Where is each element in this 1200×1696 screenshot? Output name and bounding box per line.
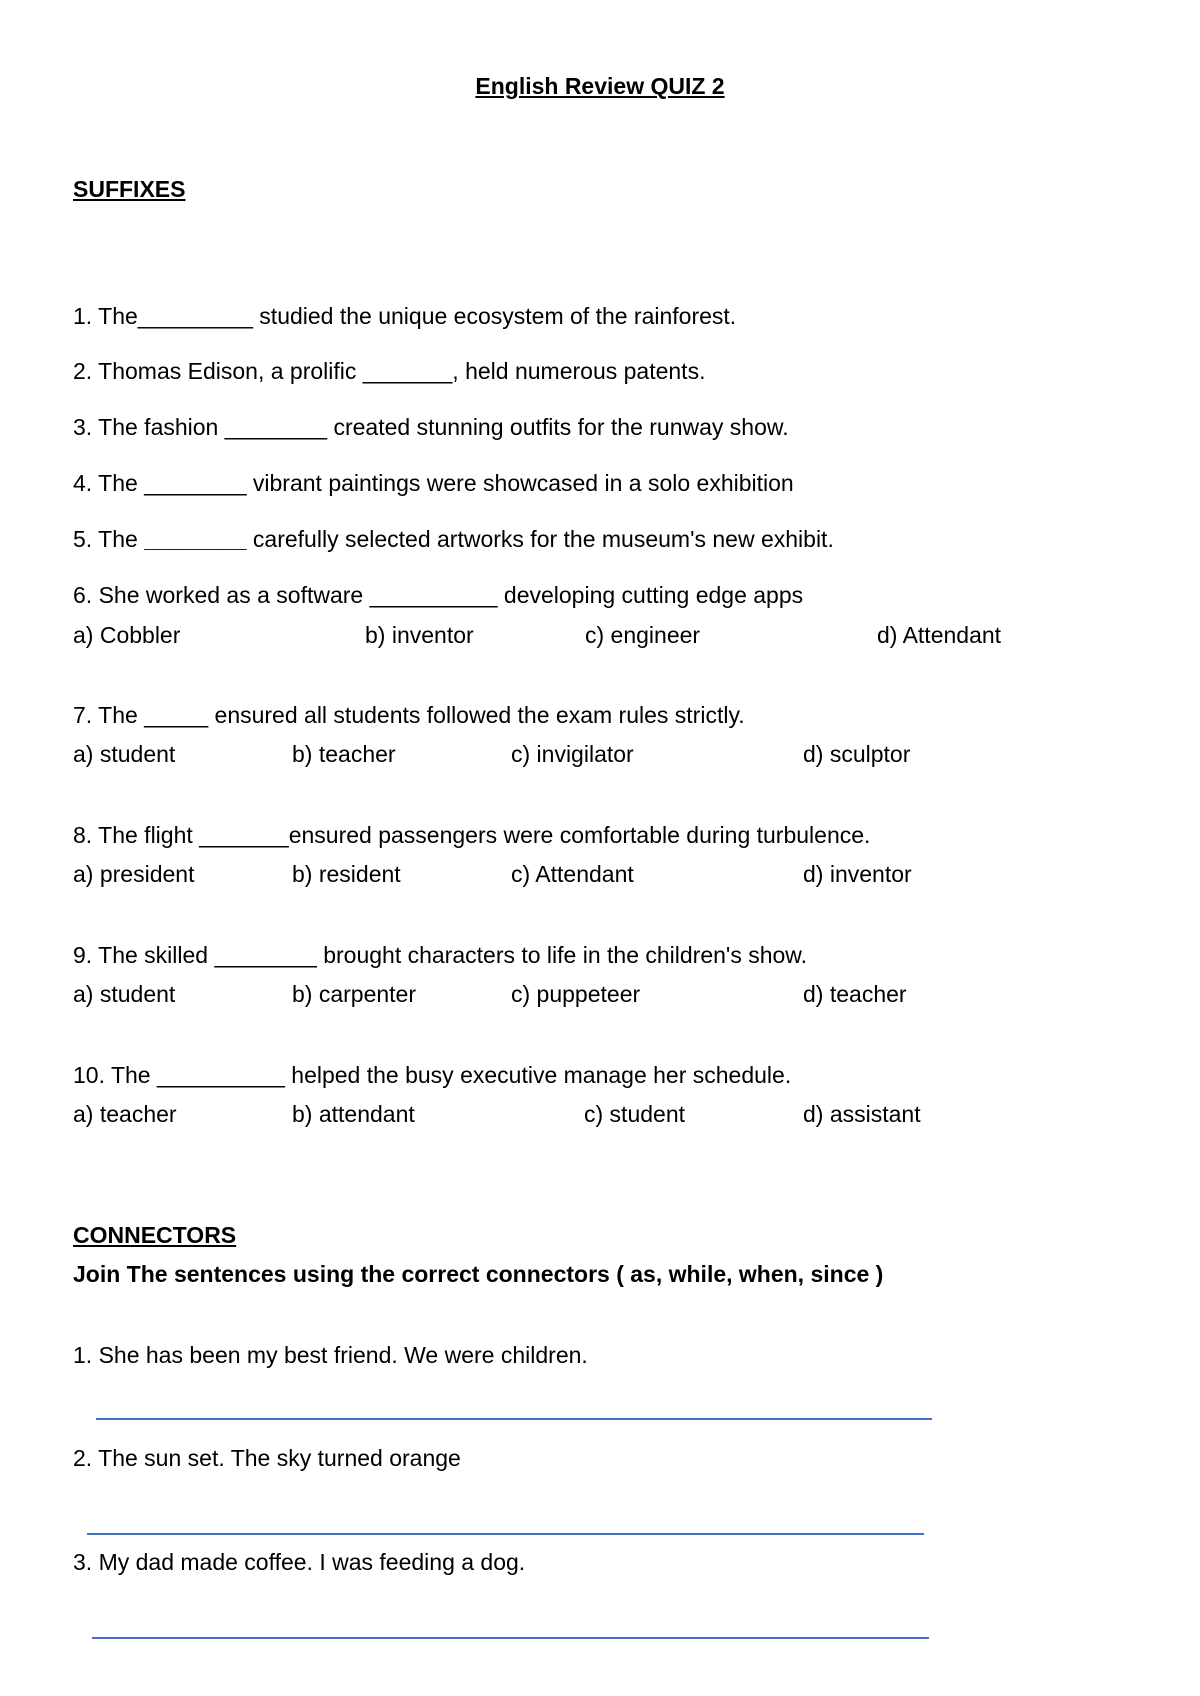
connectors-instruction: Join The sentences using the correct connectors ( as, while, when, since ) bbox=[73, 1261, 884, 1287]
option-q6-a: a) Cobbler bbox=[73, 622, 181, 648]
connector-item-1: 1. She has been my best friend. We were children. bbox=[73, 1342, 588, 1368]
option-q6-c: c) engineer bbox=[585, 622, 701, 648]
question-4: 4. The ________ vibrant paintings were showcased in a solo exhibition bbox=[73, 470, 794, 496]
option-q6-b: b) inventor bbox=[365, 622, 474, 648]
option-q9-d: d) teacher bbox=[803, 981, 907, 1007]
answer-line-1[interactable] bbox=[96, 1418, 932, 1420]
option-q10-d: d) assistant bbox=[803, 1101, 921, 1127]
connector-item-3: 3. My dad made coffee. I was feeding a dog. bbox=[73, 1549, 526, 1575]
option-q7-d: d) sculptor bbox=[803, 741, 911, 767]
question-1: 1. The_________ studied the unique ecosystem of the rainforest. bbox=[73, 303, 737, 329]
question-3: 3. The fashion ________ created stunning outfits for the runway show. bbox=[73, 414, 789, 440]
option-q8-d: d) inventor bbox=[803, 861, 912, 887]
option-q8-c: c) Attendant bbox=[511, 861, 634, 887]
question-7: 7. The _____ ensured all students followed the exam rules strictly. bbox=[73, 702, 745, 728]
option-q8-a: a) president bbox=[73, 861, 195, 887]
question-8: 8. The flight _______ensured passengers were comfortable during turbulence. bbox=[73, 822, 871, 848]
answer-line-2[interactable] bbox=[87, 1533, 924, 1535]
question-9: 9. The skilled ________ brought characters to life in the children's show. bbox=[73, 942, 808, 968]
answer-line-3[interactable] bbox=[92, 1637, 929, 1639]
option-q10-b: b) attendant bbox=[292, 1101, 415, 1127]
question-10: 10. The __________ helped the busy executive manage her schedule. bbox=[73, 1062, 792, 1088]
section-heading-suffixes: SUFFIXES bbox=[73, 176, 186, 202]
question-2: 2. Thomas Edison, a prolific _______, held numerous patents. bbox=[73, 358, 706, 384]
option-q9-c: c) puppeteer bbox=[511, 981, 641, 1007]
option-q8-b: b) resident bbox=[292, 861, 401, 887]
question-6: 6. She worked as a software __________ developing cutting edge apps bbox=[73, 582, 804, 608]
option-q7-b: b) teacher bbox=[292, 741, 396, 767]
question-5-start: 5. The bbox=[73, 526, 145, 552]
question-5-blank: ________ bbox=[144, 526, 247, 552]
question-5 bbox=[73, 525, 834, 553]
option-q7-a: a) student bbox=[73, 741, 176, 767]
option-q10-a: a) teacher bbox=[73, 1101, 177, 1127]
option-q6-d: d) Attendant bbox=[877, 622, 1002, 648]
option-q10-c: c) student bbox=[584, 1101, 685, 1127]
question-5-end: carefully selected artworks for the museum's new exhibit. bbox=[246, 526, 834, 552]
page-title: English Review QUIZ 2 bbox=[475, 73, 725, 99]
option-q7-c: c) invigilator bbox=[511, 741, 634, 767]
option-q9-b: b) carpenter bbox=[292, 981, 417, 1007]
option-q9-a: a) student bbox=[73, 981, 176, 1007]
connector-item-2: 2. The sun set. The sky turned orange bbox=[73, 1445, 461, 1471]
section-heading-connectors: CONNECTORS bbox=[73, 1222, 237, 1248]
